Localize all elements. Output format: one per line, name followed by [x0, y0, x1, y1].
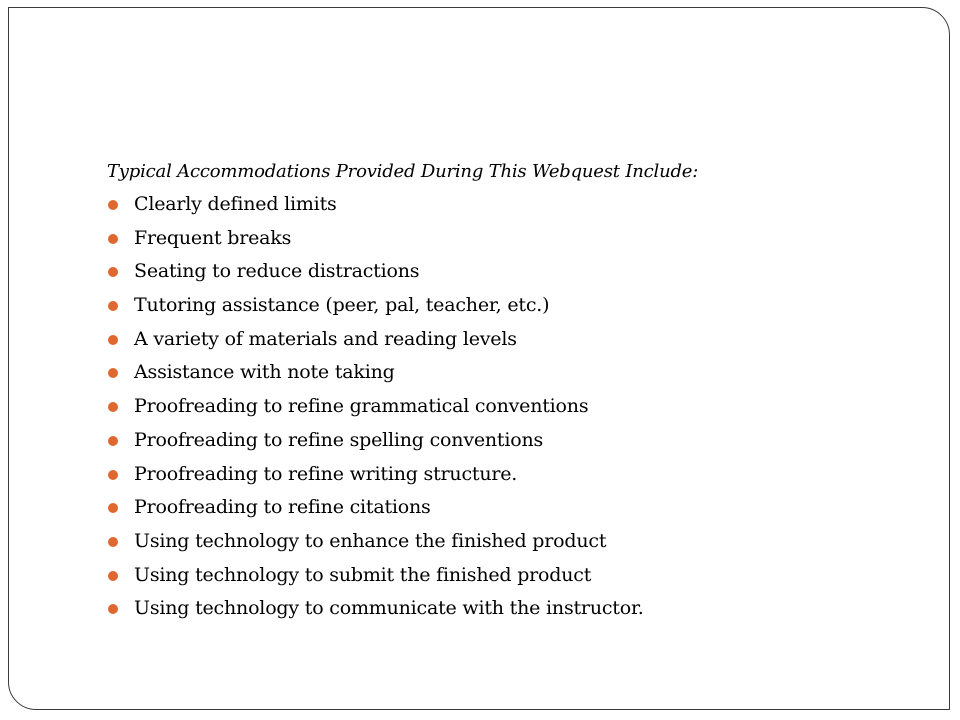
bullet-item: [107, 356, 907, 390]
bullet-text: A variety of materials and reading levels: [134, 327, 517, 350]
bullet-dot-icon: [108, 470, 118, 480]
bullet-text: Using technology to communicate with the instructor.: [134, 597, 644, 620]
bullet-item: [107, 559, 907, 593]
bullet-dot-icon: [108, 234, 118, 244]
bullet-item: [107, 255, 907, 289]
bullet-dot-icon: [108, 571, 118, 581]
bullet-item: [107, 188, 907, 222]
bullet-text: Proofreading to refine citations: [134, 496, 431, 519]
bullet-text: Clearly defined limits: [134, 193, 337, 215]
bullet-text: Proofreading to refine grammatical conventions: [134, 395, 589, 418]
bullet-dot-icon: [108, 335, 118, 345]
bullet-text: Frequent breaks: [134, 226, 292, 249]
bullet-item: [107, 592, 907, 626]
bullet-text: Using technology to enhance the finished product: [134, 529, 607, 552]
bullet-item: [107, 424, 907, 458]
bullet-dot-icon: [108, 368, 118, 378]
bullet-list: [107, 188, 907, 626]
bullet-dot-icon: [108, 537, 118, 547]
slide-content: [107, 155, 907, 626]
bullet-text: Using technology to submit the finished product: [134, 563, 592, 586]
bullet-dot-icon: [108, 267, 118, 277]
bullet-item: [107, 323, 907, 357]
bullet-text: Assistance with note taking: [134, 361, 395, 384]
bullet-text: Seating to reduce distractions: [134, 260, 420, 283]
bullet-text: Proofreading to refine spelling conventions: [134, 428, 544, 451]
bullet-item: [107, 491, 907, 525]
bullet-text: Proofreading to refine writing structure.: [134, 462, 518, 485]
slide-heading: Typical Accommodations Provided During This Webquest Include:: [107, 161, 699, 182]
bullet-item: [107, 390, 907, 424]
bullet-text: Tutoring assistance (peer, pal, teacher, etc.): [134, 294, 550, 317]
bullet-item: [107, 289, 907, 323]
bullet-dot-icon: [108, 301, 118, 311]
bullet-item: [107, 525, 907, 559]
bullet-item: [107, 458, 907, 492]
bullet-dot-icon: [108, 503, 118, 513]
bullet-dot-icon: [108, 604, 118, 614]
bullet-dot-icon: [108, 436, 118, 446]
bullet-dot-icon: [108, 200, 118, 210]
bullet-dot-icon: [108, 402, 118, 412]
bullet-item: [107, 222, 907, 256]
